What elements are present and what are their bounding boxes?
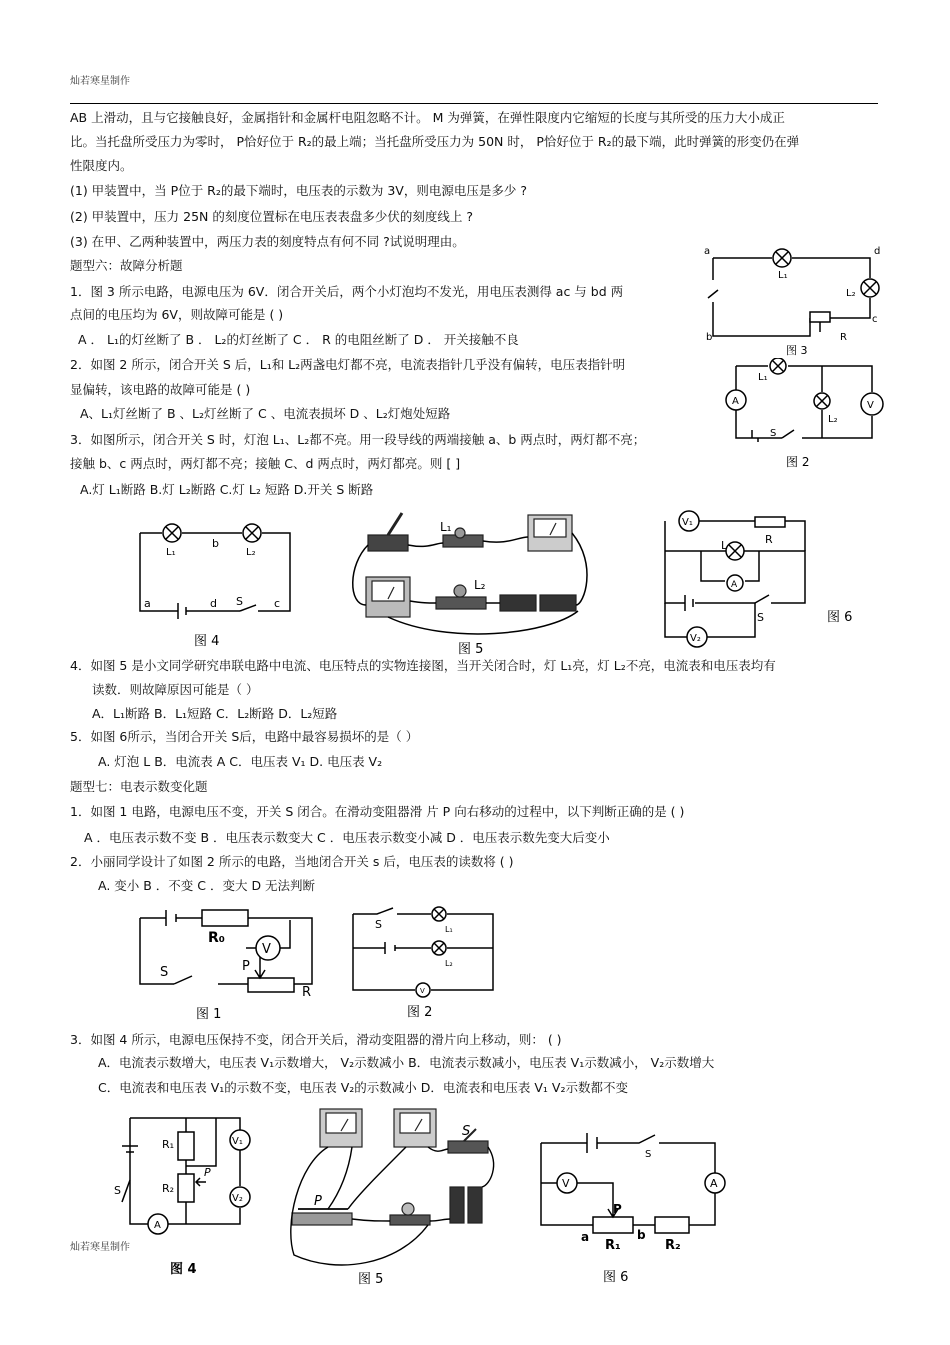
fig6bot-r1: R₁ <box>605 1238 621 1253</box>
option-line: C．电流表和电压表 V₁的示数不变，电压表 V₂的示数减小 D．电流表和电压表 V₁ V₂示数都不变 <box>98 1080 628 1095</box>
fig2mid-v: V <box>420 987 425 995</box>
fig2top-voltmeter: V <box>867 400 874 411</box>
text-line: 2．如图 2 所示，闭合开关 S 后，L₁和 L₂两盏电灯都不亮，电流表指针几乎没有偏转，电压表指针明 <box>70 357 626 372</box>
option-line: A. 灯泡 L B．电流表 A C．电压表 V₁ D. 电压表 V₂ <box>98 754 383 769</box>
header-rule <box>70 103 878 104</box>
text-line: 1．如图 1 电路，电源电压不变，开关 S 闭合。在滑动变阻器滑 片 P 向右移动的过程中，以下判断正确的是 ( ) <box>70 804 685 819</box>
fig4bot-v1: V₁ <box>232 1136 243 1147</box>
fig4top-caption: 图 4 <box>194 634 220 649</box>
text-line: 点间的电压均为 6V，则故障可能是 ( ) <box>70 307 284 322</box>
fig1-r0: R₀ <box>208 930 225 946</box>
fig5bot-caption: 图 5 <box>358 1272 384 1287</box>
text-line: 比。当托盘所受压力为零时， P恰好位于 R₂的最上端；当托盘所受压力为 50N 时， P恰好位于 R₂的最下端，此时弹簧的形变仍在弹 <box>70 134 800 149</box>
fig2top-l1: L₁ <box>758 372 768 383</box>
text-line: 接触 b、c 两点时，两灯都不亮；接触 C、d 两点时，两灯都亮。则 [ ] <box>70 456 461 471</box>
option-line: A、L₁灯丝断了 B 、L₂灯丝断了 C 、电流表损坏 D 、L₂灯炮处短路 <box>80 406 451 421</box>
fig4top-b: b <box>212 537 219 550</box>
option-line: A.灯 L₁断路 B.灯 L₂断路 C.灯 L₂ 短路 D.开关 S 断路 <box>80 482 374 497</box>
fig6top-r: R <box>765 533 773 546</box>
text-line: 读数．则故障原因可能是（ ） <box>92 682 259 697</box>
fig5bot-s: S <box>462 1124 471 1139</box>
option-line: A ．电压表示数不变 B ．电压表示数变大 C ．电压表示数变小减 D ．电压表示数先变大后变小 <box>84 830 610 845</box>
figure-5-apparatus-bottom <box>278 1105 503 1290</box>
fig1-r: R <box>302 985 312 1000</box>
fig6bot-b-point: b <box>637 1228 646 1242</box>
fig6bot-v: V <box>562 1177 570 1190</box>
fig4bot-s: S <box>114 1184 121 1197</box>
fig4bot-r2: R₂ <box>162 1182 175 1195</box>
fig6top-a: A <box>731 580 738 590</box>
fig1-p: P <box>242 959 250 974</box>
fig3-label-l2: L₂ <box>846 288 856 299</box>
fig2top-ammeter: A <box>732 396 739 407</box>
fig1-v: V <box>262 942 271 957</box>
fig2mid-s: S <box>375 918 382 931</box>
fig3-label-c: c <box>872 314 878 325</box>
fig6bot-a-point: a <box>581 1230 590 1244</box>
fig3-label-r: R <box>840 332 847 343</box>
fig3-label-a: a <box>704 246 711 257</box>
fig6top-v2: V₂ <box>690 633 701 644</box>
option-line: A ． L₁的灯丝断了 B ． L₂的灯丝断了 C ． R 的电阻丝断了 D ． 开关接触不良 <box>78 332 519 347</box>
fig6top-caption: 图 6 <box>827 610 853 625</box>
text-line: 性限度内。 <box>70 158 133 173</box>
fig1-caption: 图 1 <box>196 1007 222 1022</box>
fig6top-l: L <box>721 539 728 552</box>
text-line: 2．小丽同学设计了如图 2 所示的电路，当地闭合开关 s 后，电压表的读数将 ( ) <box>70 854 514 869</box>
text-line: 4．如图 5 是小文同学研究串联电路中电流、电压特点的实物连接图，当开关闭合时，灯 L₁亮，灯 L₂不亮，电流表和电压表均有 <box>70 658 776 673</box>
figure-4-circuit-top <box>130 515 300 655</box>
fig2top-caption: 图 2 <box>786 455 810 469</box>
fig2mid-l1: L₁ <box>445 925 453 934</box>
fig4top-d: d <box>210 597 217 610</box>
text-line: AB 上滑动，且与它接触良好，金属指针和金属杆电阻忽略不计。 M 为弹簧，在弹性限度内它缩短的长度与其所受的压力大小成正 <box>70 110 785 125</box>
fig5top-l2: L₂ <box>474 578 486 592</box>
figure-2-circuit-top <box>722 358 892 473</box>
fig2mid-l2: L₂ <box>445 959 453 968</box>
fig3-caption: 图 3 <box>786 344 808 357</box>
fig3-label-l1: L₁ <box>778 270 788 281</box>
fig2top-s: S <box>770 428 777 439</box>
text-line: (3) 在甲、乙两种装置中，两压力表的刻度特点有何不同 ?试说明理由。 <box>70 234 465 249</box>
page-header: 灿若寒星制作 <box>70 76 130 87</box>
text-line: 5．如图 6所示，当闭合开关 S后，电路中最容易损坏的是（ ） <box>70 729 419 744</box>
fig1-s: S <box>160 965 169 980</box>
fig5top-caption: 图 5 <box>458 642 484 655</box>
figure-4-circuit-bottom <box>110 1110 260 1280</box>
fig4bot-p: P <box>204 1166 211 1179</box>
fig4bot-caption: 图 4 <box>170 1262 197 1277</box>
fig6top-s: S <box>757 611 764 624</box>
option-line: A．电流表示数增大，电压表 V₁示数增大， V₂示数减小 B．电流表示数减小，电压表 V₁示数减小， V₂示数增大 <box>98 1055 715 1070</box>
section-title: 题型七：电表示数变化题 <box>70 779 208 794</box>
figure-3-circuit <box>700 240 890 360</box>
option-line: A. 变小 B ．不变 C ．变大 D 无法判断 <box>98 878 316 893</box>
fig5top-l1: L₁ <box>440 520 452 534</box>
text-line: 显偏转，该电路的故障可能是 ( ) <box>70 382 251 397</box>
text-line: 1．图 3 所示电路，电源电压为 6V．闭合开关后，两个小灯泡均不发光，用电压表测得 ac 与 bd 两 <box>70 284 624 299</box>
fig6bot-s: S <box>645 1149 652 1160</box>
fig6bot-r2: R₂ <box>665 1238 681 1253</box>
fig6top-v1: V₁ <box>682 517 693 528</box>
page-footer: 灿若寒星制作 <box>70 1242 130 1253</box>
fig4bot-a: A <box>154 1220 161 1231</box>
fig3-label-d: d <box>874 246 881 257</box>
fig5bot-p: P <box>314 1194 322 1209</box>
option-line: A．L₁断路 B．L₁短路 C．L₂断路 D．L₂短路 <box>92 706 338 721</box>
fig4bot-v2: V₂ <box>232 1193 243 1204</box>
fig6bot-caption: 图 6 <box>603 1270 629 1285</box>
figure-1-circuit <box>130 900 330 1025</box>
text-line: 3．如图所示，闭合开关 S 时，灯泡 L₁、L₂都不亮。用一段导线的两端接触 a、b 两点时，两灯都不亮； <box>70 432 646 447</box>
figure-6-circuit-top <box>655 505 875 650</box>
figure-2-circuit-mid <box>345 900 500 1025</box>
fig2mid-caption: 图 2 <box>407 1005 433 1020</box>
fig4top-l2: L₂ <box>246 547 256 558</box>
text-line: (2) 甲装置中，压力 25N 的刻度位置标在电压表表盘多少伏的刻度线上 ? <box>70 209 473 224</box>
text-line: (1) 甲装置中，当 P位于 R₂的最下端时，电压表的示数为 3V，则电源电压是多少 ? <box>70 183 527 198</box>
fig2top-l2: L₂ <box>828 414 838 425</box>
fig4top-s: S <box>236 595 243 608</box>
text-line: 3．如图 4 所示，电源电压保持不变，闭合开关后，滑动变阻器的滑片向上移动，则： ( ) <box>70 1032 562 1047</box>
fig4bot-r1: R₁ <box>162 1138 175 1151</box>
fig6bot-a: A <box>710 1177 718 1190</box>
fig4top-a: a <box>144 597 151 610</box>
fig3-label-b: b <box>706 332 713 343</box>
figure-6-circuit-bottom <box>535 1125 735 1285</box>
fig4top-l1: L₁ <box>166 547 176 558</box>
section-title: 题型六：故障分析题 <box>70 258 183 273</box>
figure-5-apparatus-top <box>348 505 598 655</box>
fig4top-c: c <box>274 597 281 610</box>
fig6bot-p: P <box>613 1202 622 1216</box>
